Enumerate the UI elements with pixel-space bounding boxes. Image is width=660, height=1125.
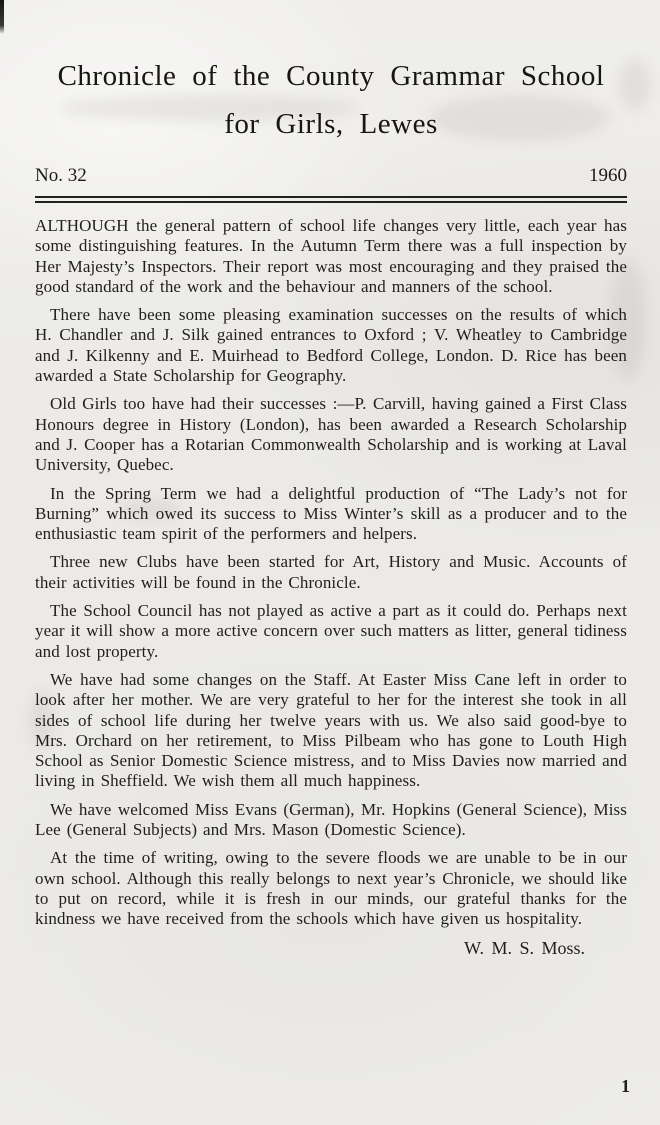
issue-year: 1960 [589,165,627,186]
document-title [35,0,627,148]
paragraph: We have had some changes on the Staff. At Easter Miss Cane left in order to look after her mother. We are very grateful to her for the interest she took in all sides of school life during her twelve years with us. We also said good-bye to Mrs. Orchard on her retirement, to Miss Pilbeam who has gone to Louth High School as Senior Domestic Science mistress, and to Miss Davies now married and living in Sheffield. We wish them all much happiness. [35,669,627,791]
title-line-1: Chronicle of the County Grammar School [57,60,605,92]
author-signature: W. M. S. Moss. [464,937,585,958]
paragraph: We have welcomed Miss Evans (German), Mr. Hopkins (General Science), Miss Lee (General Subjects) and Mrs. Mason (Domestic Science). [35,799,627,840]
issue-number: No. 32 [35,165,87,186]
title-line-2: for Girls, Lewes [224,108,438,140]
paragraph: There have been some pleasing examination successes on the results of which H. Chandler and J. Silk gained entrances to Oxford ; V. Wheatley to Cambridge and J. Kilkenny and E. Muirhead to Bedford College, London. D. Rice has been awarded a State Scholarship for Geography. [35,305,627,386]
page-number: 1 [621,1076,630,1096]
document-header [35,0,627,203]
paragraph: At the time of writing, owing to the severe floods we are unable to be in our own school. Although this really belongs to next year’s Chronicle, we should like to put on record, while it is fresh in our minds, our grateful thanks for the kindness we have received from the schools which have given us hospitality. [35,848,627,929]
article-body [35,216,627,930]
paragraph: Old Girls too have had their successes :—P. Carvill, having gained a First Class Honours degree in History (London), has been awarded a Research Scholarship and J. Cooper has a Rotarian Commonwealth Scholarship and is working at Laval University, Quebec. [35,394,627,475]
paragraph: Three new Clubs have been started for Art, History and Music. Accounts of their activities will be found in the Chronicle. [35,552,627,592]
paragraph: In the Spring Term we had a delightful production of “The Lady’s not for Burning” which owed its success to Miss Winter’s skill as a producer and to the enthusiastic team spirit of the performers and helpers. [35,483,627,544]
issue-row [35,165,627,187]
double-rule-divider [35,196,627,203]
paragraph: ALTHOUGH the general pattern of school life changes very little, each year has some distinguishing features. In the Autumn Term there was a full inspection by Her Majesty’s Inspectors. Their report was most encouraging and they praised the good standard of the work and the behaviour and manners of the school. [35,216,627,296]
paragraph: The School Council has not played as active a part as it could do. Perhaps next year it will show a more active concern over such matters as litter, general tidiness and lost property. [35,601,627,661]
